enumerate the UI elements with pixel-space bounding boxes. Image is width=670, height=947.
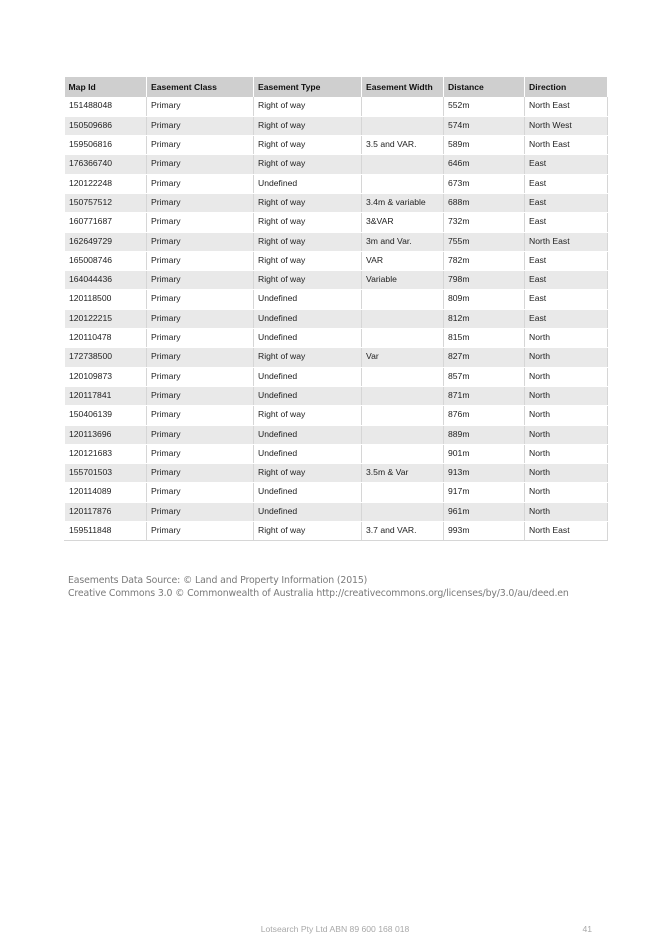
cell-map-id: 120117841 [65,386,147,405]
data-source-note [68,574,569,600]
cell-distance: 961m [444,502,525,521]
cell-distance: 876m [444,406,525,425]
cell-easement-type: Undefined [254,502,362,521]
cell-easement-type: Right of way [254,116,362,135]
cell-easement-class: Primary [147,290,254,309]
column-header-easement-width: Easement Width [362,77,444,97]
cell-direction: North [525,406,608,425]
cell-direction: North East [525,136,608,155]
cell-easement-width [362,367,444,386]
table-row [65,386,608,405]
cell-distance: 552m [444,97,525,116]
cell-direction: North [525,329,608,348]
cell-easement-class: Primary [147,174,254,193]
cell-map-id: 150406139 [65,406,147,425]
cell-easement-width: 3.5 and VAR. [362,136,444,155]
cell-easement-class: Primary [147,425,254,444]
table-row [65,232,608,251]
cell-map-id: 120114089 [65,483,147,502]
table-row [65,329,608,348]
cell-easement-class: Primary [147,309,254,328]
cell-easement-type: Right of way [254,271,362,290]
cell-map-id: 120122215 [65,309,147,328]
cell-distance: 688m [444,193,525,212]
table-row [65,193,608,212]
cell-easement-type: Undefined [254,483,362,502]
cell-easement-class: Primary [147,251,254,270]
table-header-row [65,77,608,97]
table-row [65,367,608,386]
cell-easement-class: Primary [147,522,254,541]
cell-easement-class: Primary [147,483,254,502]
cell-distance: 732m [444,213,525,232]
cell-easement-width [362,309,444,328]
cell-easement-class: Primary [147,444,254,463]
cell-easement-type: Undefined [254,425,362,444]
easements-table [64,77,608,541]
cell-easement-class: Primary [147,464,254,483]
cell-easement-type: Right of way [254,251,362,270]
cell-map-id: 120110478 [65,329,147,348]
cell-easement-type: Undefined [254,174,362,193]
cell-distance: 889m [444,425,525,444]
table-row [65,522,608,541]
cell-distance: 798m [444,271,525,290]
cell-distance: 913m [444,464,525,483]
cell-map-id: 159511848 [65,522,147,541]
cell-easement-class: Primary [147,193,254,212]
data-source-line: Easements Data Source: © Land and Property Information (2015) [68,575,368,586]
table-row [65,406,608,425]
table-row [65,174,608,193]
table-row [65,290,608,309]
cell-easement-width: 3m and Var. [362,232,444,251]
cell-map-id: 120109873 [65,367,147,386]
cell-map-id: 172738500 [65,348,147,367]
cell-easement-type: Undefined [254,329,362,348]
cell-map-id: 151488048 [65,97,147,116]
cell-map-id: 120118500 [65,290,147,309]
table-row [65,444,608,463]
cell-distance: 812m [444,309,525,328]
cell-map-id: 150509686 [65,116,147,135]
cell-direction: North [525,367,608,386]
cell-map-id: 160771687 [65,213,147,232]
cell-easement-type: Right of way [254,193,362,212]
table-row [65,271,608,290]
table-row [65,309,608,328]
cell-easement-width [362,116,444,135]
cell-easement-width: VAR [362,251,444,270]
cell-easement-width: 3.4m & variable [362,193,444,212]
column-header-easement-type: Easement Type [254,77,362,97]
page-number: 41 [582,924,592,934]
cell-easement-type: Undefined [254,444,362,463]
cell-easement-width [362,483,444,502]
cell-easement-width [362,425,444,444]
table-row [65,213,608,232]
cell-easement-width: 3.5m & Var [362,464,444,483]
cell-direction: North [525,425,608,444]
table-row [65,425,608,444]
table-row [65,116,608,135]
cell-easement-class: Primary [147,348,254,367]
table-row [65,464,608,483]
cell-easement-class: Primary [147,155,254,174]
column-header-easement-class: Easement Class [147,77,254,97]
table-row [65,136,608,155]
table-row [65,502,608,521]
cell-direction: North East [525,97,608,116]
cell-distance: 574m [444,116,525,135]
cell-easement-type: Right of way [254,406,362,425]
cell-easement-type: Undefined [254,309,362,328]
table-row [65,348,608,367]
footer-company: Lotsearch Pty Ltd ABN 89 600 168 018 [260,924,410,934]
cell-easement-width [362,444,444,463]
cell-distance: 827m [444,348,525,367]
cell-easement-class: Primary [147,367,254,386]
cell-easement-width: 3.7 and VAR. [362,522,444,541]
cell-easement-type: Right of way [254,155,362,174]
cell-distance: 673m [444,174,525,193]
cell-easement-class: Primary [147,116,254,135]
cell-map-id: 164044436 [65,271,147,290]
cell-easement-width [362,386,444,405]
cell-easement-type: Right of way [254,213,362,232]
cell-easement-class: Primary [147,406,254,425]
column-header-map-id: Map Id [65,77,147,97]
cell-easement-type: Right of way [254,348,362,367]
cell-direction: North [525,483,608,502]
cell-easement-class: Primary [147,136,254,155]
cell-direction: North West [525,116,608,135]
cell-direction: East [525,309,608,328]
cell-direction: North [525,386,608,405]
table-body [65,97,608,541]
cell-map-id: 150757512 [65,193,147,212]
cell-distance: 646m [444,155,525,174]
cell-map-id: 159506816 [65,136,147,155]
cell-map-id: 162649729 [65,232,147,251]
cell-easement-type: Undefined [254,367,362,386]
cell-distance: 815m [444,329,525,348]
cell-easement-type: Right of way [254,464,362,483]
table-row [65,483,608,502]
cell-easement-width [362,502,444,521]
cell-direction: East [525,193,608,212]
cell-direction: North East [525,232,608,251]
cell-distance: 755m [444,232,525,251]
cell-map-id: 120113696 [65,425,147,444]
cell-distance: 871m [444,386,525,405]
cell-map-id: 176366740 [65,155,147,174]
table-row [65,97,608,116]
cell-distance: 589m [444,136,525,155]
cell-easement-width [362,329,444,348]
cell-easement-width: 3&VAR [362,213,444,232]
cell-direction: North East [525,522,608,541]
cell-direction: East [525,290,608,309]
cell-easement-width [362,290,444,309]
cell-direction: North [525,502,608,521]
cell-direction: East [525,174,608,193]
cell-easement-width [362,406,444,425]
cell-direction: North [525,348,608,367]
cell-distance: 901m [444,444,525,463]
cell-easement-class: Primary [147,329,254,348]
cell-easement-width [362,155,444,174]
cell-easement-type: Right of way [254,136,362,155]
cell-easement-type: Undefined [254,290,362,309]
column-header-distance: Distance [444,77,525,97]
cell-direction: East [525,155,608,174]
cell-easement-type: Right of way [254,232,362,251]
column-header-direction: Direction [525,77,608,97]
cell-direction: East [525,213,608,232]
cell-map-id: 120122248 [65,174,147,193]
table-row [65,251,608,270]
cell-distance: 809m [444,290,525,309]
cell-distance: 993m [444,522,525,541]
cell-easement-class: Primary [147,502,254,521]
cell-map-id: 155701503 [65,464,147,483]
cell-map-id: 120117876 [65,502,147,521]
cell-easement-width: Var [362,348,444,367]
cell-easement-class: Primary [147,271,254,290]
table-header [65,77,608,97]
cell-distance: 782m [444,251,525,270]
cell-easement-width [362,97,444,116]
cell-direction: East [525,271,608,290]
cell-easement-type: Right of way [254,522,362,541]
cell-map-id: 165008746 [65,251,147,270]
cell-distance: 857m [444,367,525,386]
cell-direction: North [525,444,608,463]
cell-distance: 917m [444,483,525,502]
cell-easement-width: Variable [362,271,444,290]
license-line: Creative Commons 3.0 © Commonwealth of Australia http://creativecommons.org/licenses/by/3.0/au/deed.en [68,588,569,599]
cell-easement-class: Primary [147,97,254,116]
cell-easement-class: Primary [147,232,254,251]
cell-direction: North [525,464,608,483]
cell-map-id: 120121683 [65,444,147,463]
table-row [65,155,608,174]
cell-direction: East [525,251,608,270]
cell-easement-class: Primary [147,386,254,405]
cell-easement-type: Right of way [254,97,362,116]
cell-easement-class: Primary [147,213,254,232]
cell-easement-width [362,174,444,193]
cell-easement-type: Undefined [254,386,362,405]
